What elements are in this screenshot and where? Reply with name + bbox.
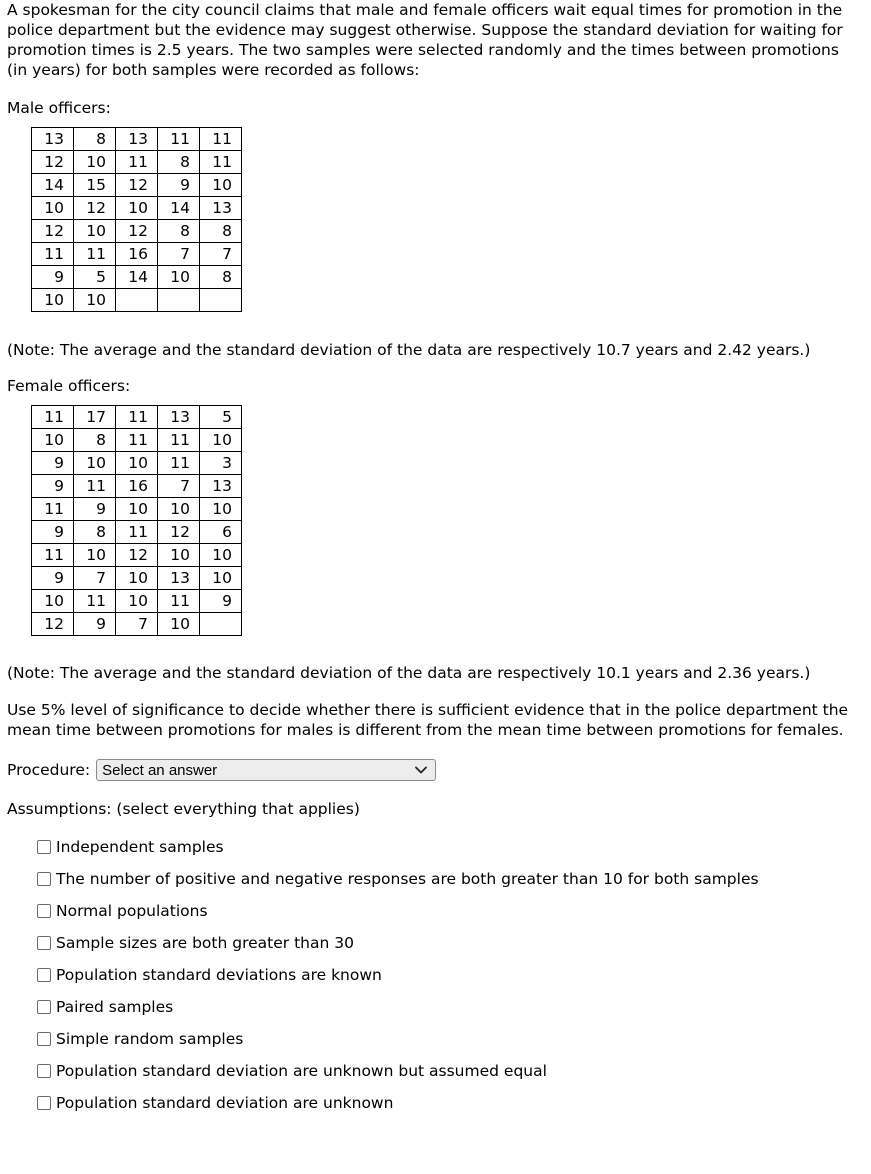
male-table-cell: 12: [116, 174, 158, 197]
assumption-label[interactable]: Population standard deviation are unknown but assumed equal: [56, 1062, 547, 1080]
male-table-cell: 13: [32, 128, 74, 151]
question-text: Use 5% level of significance to decide whether there is sufficient evidence that in the police department the mean time between promotions for males is different from the mean time between promotions for females.: [7, 701, 849, 739]
female-table-cell: 3: [200, 452, 242, 475]
male-officers-label: Male officers:: [7, 99, 111, 117]
male-table-cell: 12: [32, 151, 74, 174]
male-table-row: [32, 243, 242, 266]
female-table-cell: 11: [74, 590, 116, 613]
assumption-option: [37, 869, 864, 889]
female-table-row: [32, 406, 242, 429]
male-table-cell: 10: [200, 174, 242, 197]
male-table-cell: 10: [32, 197, 74, 220]
female-table-row: [32, 475, 242, 498]
male-table-row: [32, 174, 242, 197]
female-table-row: [32, 429, 242, 452]
assumption-option: [37, 933, 864, 953]
assumption-checkbox[interactable]: [37, 968, 51, 982]
assumption-label[interactable]: The number of positive and negative responses are both greater than 10 for both samples: [56, 870, 759, 888]
female-data-table: [31, 405, 242, 636]
male-table-cell: 8: [158, 220, 200, 243]
female-table-cell: 10: [158, 613, 200, 636]
female-summary-note: (Note: The average and the standard deviation of the data are respectively 10.1 years and 2.36 years.): [7, 664, 811, 682]
female-table-cell: 11: [74, 475, 116, 498]
female-table-cell: 9: [32, 521, 74, 544]
assumption-checkbox[interactable]: [37, 840, 51, 854]
female-table-cell: 10: [200, 429, 242, 452]
assumption-checkbox[interactable]: [37, 936, 51, 950]
female-table-cell: 10: [200, 567, 242, 590]
male-table-cell: 12: [74, 197, 116, 220]
assumption-checkbox[interactable]: [37, 1064, 51, 1078]
female-table-cell: 16: [116, 475, 158, 498]
female-table-row: [32, 613, 242, 636]
assumptions-list: [37, 837, 864, 1113]
female-officers-label: Female officers:: [7, 377, 131, 395]
female-table-cell: 10: [116, 498, 158, 521]
female-table-cell: 9: [32, 475, 74, 498]
assumption-label[interactable]: Population standard deviations are known: [56, 966, 382, 984]
female-table-row: [32, 521, 242, 544]
procedure-select[interactable]: [96, 759, 436, 781]
female-table-row: [32, 498, 242, 521]
male-table-row: [32, 197, 242, 220]
male-table-cell: 9: [158, 174, 200, 197]
assumption-checkbox[interactable]: [37, 904, 51, 918]
female-table-cell: 11: [32, 406, 74, 429]
assumption-option: [37, 1093, 864, 1113]
female-table-cell: 13: [158, 567, 200, 590]
male-table-row: [32, 266, 242, 289]
assumption-option: [37, 837, 864, 857]
male-table-cell: 14: [158, 197, 200, 220]
assumption-label[interactable]: Simple random samples: [56, 1030, 244, 1048]
male-table-cell: 7: [158, 243, 200, 266]
female-table-cell: 10: [200, 544, 242, 567]
assumption-option: [37, 997, 864, 1017]
assumption-option: [37, 1061, 864, 1081]
assumption-option: [37, 901, 864, 921]
female-table-cell: 9: [200, 590, 242, 613]
female-table-cell: [200, 613, 242, 636]
female-table-cell: 10: [158, 544, 200, 567]
female-table-cell: 7: [116, 613, 158, 636]
male-table-cell: 14: [32, 174, 74, 197]
female-table-cell: 8: [74, 521, 116, 544]
male-table-cell: 9: [32, 266, 74, 289]
male-table-cell: 11: [200, 128, 242, 151]
male-table-cell: 5: [74, 266, 116, 289]
female-table-cell: 9: [32, 452, 74, 475]
female-table-cell: 6: [200, 521, 242, 544]
male-data-table: [31, 127, 242, 312]
female-table-cell: 11: [32, 498, 74, 521]
assumption-label[interactable]: Normal populations: [56, 902, 208, 920]
male-table-cell: [200, 289, 242, 312]
male-table-row: [32, 128, 242, 151]
male-table-row: [32, 289, 242, 312]
assumption-checkbox[interactable]: [37, 872, 51, 886]
female-table-cell: 10: [32, 429, 74, 452]
assumption-option: [37, 965, 864, 985]
male-table-cell: [116, 289, 158, 312]
male-table-cell: 8: [74, 128, 116, 151]
female-table-cell: 10: [116, 452, 158, 475]
male-table-cell: 8: [200, 220, 242, 243]
procedure-row: [7, 758, 864, 782]
male-table-row: [32, 151, 242, 174]
female-table-cell: 11: [158, 590, 200, 613]
female-table-cell: 11: [116, 406, 158, 429]
female-table-cell: 11: [116, 521, 158, 544]
male-table-cell: [158, 289, 200, 312]
female-table-cell: 11: [158, 452, 200, 475]
female-table-row: [32, 452, 242, 475]
male-table-cell: 8: [158, 151, 200, 174]
assumption-checkbox[interactable]: [37, 1096, 51, 1110]
assumption-label[interactable]: Sample sizes are both greater than 30: [56, 934, 354, 952]
female-table-cell: 7: [158, 475, 200, 498]
assumptions-title: Assumptions: (select everything that applies): [7, 800, 360, 818]
female-table-cell: 13: [200, 475, 242, 498]
female-table-cell: 11: [116, 429, 158, 452]
female-table-cell: 11: [158, 429, 200, 452]
procedure-selected-value: Select an answer: [102, 761, 218, 779]
male-table-cell: 13: [116, 128, 158, 151]
male-table-cell: 15: [74, 174, 116, 197]
assumption-label[interactable]: Paired samples: [56, 998, 174, 1016]
male-table-row: [32, 220, 242, 243]
female-table-cell: 9: [74, 498, 116, 521]
male-table-cell: 8: [200, 266, 242, 289]
male-table-cell: 10: [74, 289, 116, 312]
assumption-label[interactable]: Independent samples: [56, 838, 224, 856]
assumption-label[interactable]: Population standard deviation are unknown: [56, 1094, 394, 1112]
male-table-cell: 13: [200, 197, 242, 220]
female-table-cell: 12: [158, 521, 200, 544]
male-table-cell: 10: [74, 220, 116, 243]
female-table-cell: 10: [32, 590, 74, 613]
assumption-checkbox[interactable]: [37, 1000, 51, 1014]
female-table-cell: 9: [32, 567, 74, 590]
female-table-cell: 10: [200, 498, 242, 521]
chevron-down-icon: [415, 766, 427, 774]
female-table-cell: 17: [74, 406, 116, 429]
female-table-cell: 5: [200, 406, 242, 429]
female-table-cell: 10: [158, 498, 200, 521]
male-table-cell: 10: [32, 289, 74, 312]
female-table-row: [32, 590, 242, 613]
female-table-cell: 10: [74, 544, 116, 567]
procedure-label: Procedure:: [7, 761, 91, 779]
female-table-cell: 12: [116, 544, 158, 567]
female-table-cell: 10: [116, 590, 158, 613]
male-table-cell: 10: [74, 151, 116, 174]
female-table-cell: 9: [74, 613, 116, 636]
female-table-cell: 13: [158, 406, 200, 429]
female-table-cell: 10: [74, 452, 116, 475]
male-table-cell: 14: [116, 266, 158, 289]
female-table-cell: 10: [116, 567, 158, 590]
male-table-cell: 11: [116, 151, 158, 174]
male-table-cell: 12: [32, 220, 74, 243]
male-table-cell: 11: [158, 128, 200, 151]
male-summary-note: (Note: The average and the standard deviation of the data are respectively 10.7 years and 2.42 years.): [7, 341, 811, 359]
problem-intro: A spokesman for the city council claims that male and female officers wait equal times for promotion in the police department but the evidence may suggest otherwise. Suppose the standard deviation for waiting for promotion times is 2.5 years. The two samples were selected randomly and the times between promotions (in years) for both samples were recorded as follows:: [7, 1, 843, 79]
male-table-cell: 7: [200, 243, 242, 266]
female-table-row: [32, 567, 242, 590]
female-table-row: [32, 544, 242, 567]
female-table-cell: 7: [74, 567, 116, 590]
male-table-cell: 11: [200, 151, 242, 174]
assumption-checkbox[interactable]: [37, 1032, 51, 1046]
male-table-cell: 16: [116, 243, 158, 266]
male-table-cell: 10: [158, 266, 200, 289]
female-table-cell: 12: [32, 613, 74, 636]
female-table-cell: 8: [74, 429, 116, 452]
male-table-cell: 12: [116, 220, 158, 243]
male-table-cell: 10: [116, 197, 158, 220]
assumption-option: [37, 1029, 864, 1049]
male-table-cell: 11: [74, 243, 116, 266]
female-table-cell: 11: [32, 544, 74, 567]
male-table-cell: 11: [32, 243, 74, 266]
